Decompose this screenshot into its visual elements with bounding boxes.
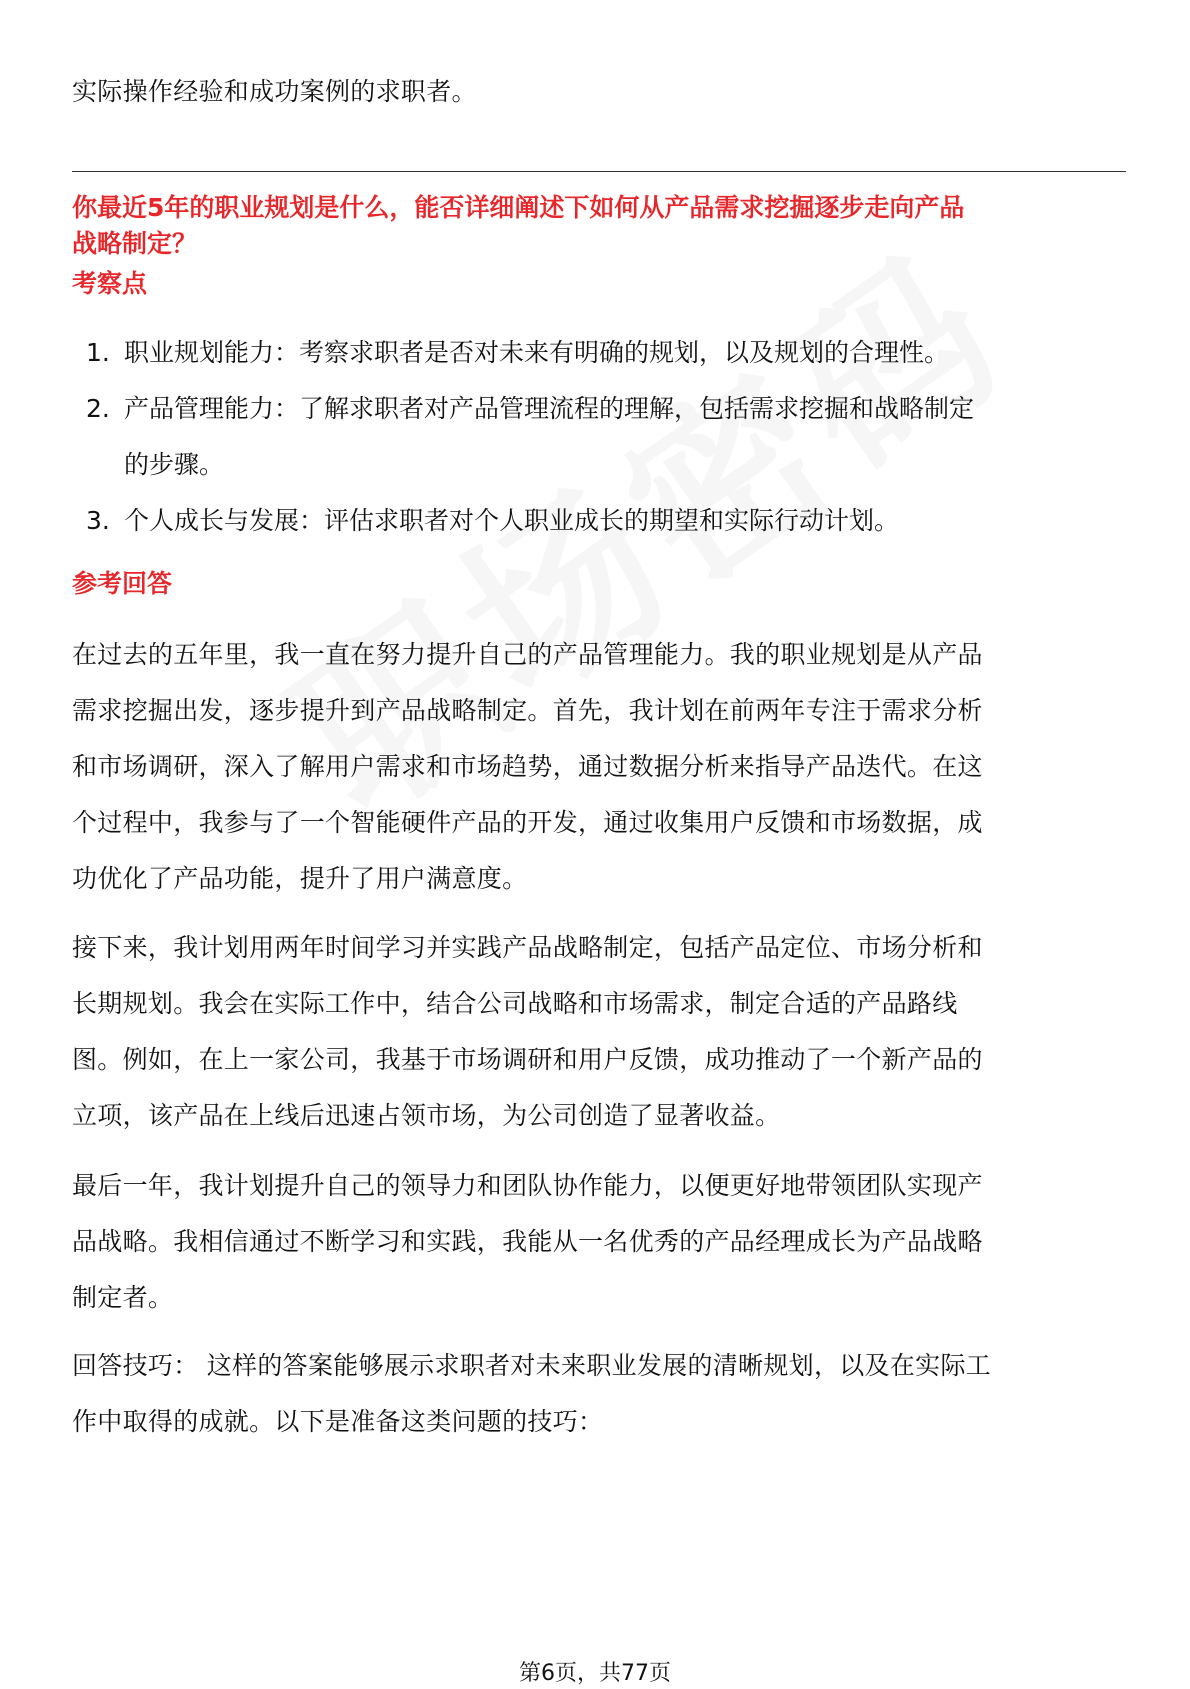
list-number: 2. <box>86 394 110 423</box>
paragraph-line: 品战略。我相信通过不断学习和实践，我能从一名优秀的产品经理成长为产品战略 <box>72 1227 983 1256</box>
list-number: 1. <box>86 338 110 367</box>
paragraph-line: 回答技巧： 这样的答案能够展示求职者对未来职业发展的清晰规划，以及在实际工 <box>72 1351 992 1380</box>
assessment-list <box>72 325 1126 549</box>
list-item-line: 职业规划能力：考察求职者是否对未来有明确的规划，以及规划的合理性。 <box>124 338 950 367</box>
question-line: 战略制定？ <box>72 229 198 258</box>
paragraph-line: 长期规划。我会在实际工作中，结合公司战略和市场需求，制定合适的产品路线 <box>72 989 958 1018</box>
list-item-line: 的步骤。 <box>124 450 225 479</box>
intro-paragraph <box>72 64 477 120</box>
answer-paragraph <box>72 627 1126 907</box>
list-item-line: 产品管理能力：了解求职者对产品管理流程的理解，包括需求挖掘和战略制定 <box>124 394 975 423</box>
section-divider <box>72 171 1126 172</box>
paragraph-line: 最后一年，我计划提升自己的领导力和团队协作能力，以便更好地带领团队实现产 <box>72 1171 983 1200</box>
paragraph-line: 和市场调研，深入了解用户需求和市场趋势，通过数据分析来指导产品迭代。在这 <box>72 752 983 781</box>
document-page <box>72 0 1126 1684</box>
question-line: 你最近5年的职业规划是什么，能否详细阐述下如何从产品需求挖掘逐步走向产品 <box>72 193 965 222</box>
paragraph-line: 接下来，我计划用两年时间学习并实践产品战略制定，包括产品定位、市场分析和 <box>72 933 983 962</box>
assessment-heading: 考察点 <box>72 269 148 298</box>
list-item <box>72 325 1126 381</box>
list-item <box>72 493 1126 549</box>
answer-paragraph <box>72 1158 1126 1326</box>
tips-paragraph <box>72 1338 1126 1450</box>
paragraph-line: 图。例如，在上一家公司，我基于市场调研和用户反馈，成功推动了一个新产品的 <box>72 1045 983 1074</box>
paragraph-line: 需求挖掘出发，逐步提升到产品战略制定。首先，我计划在前两年专注于需求分析 <box>72 696 983 725</box>
paragraph-line: 作中取得的成就。以下是准备这类问题的技巧： <box>72 1407 604 1436</box>
paragraph-line: 功优化了产品功能，提升了用户满意度。 <box>72 864 528 893</box>
list-number: 3. <box>86 506 110 535</box>
answer-paragraph <box>72 920 1126 1144</box>
paragraph-line: 个过程中，我参与了一个智能硬件产品的开发，通过收集用户反馈和市场数据，成 <box>72 808 983 837</box>
list-item-line: 个人成长与发展：评估求职者对个人职业成长的期望和实际行动计划。 <box>124 506 900 535</box>
intro-line: 实际操作经验和成功案例的求职者。 <box>72 77 477 106</box>
paragraph-line: 制定者。 <box>72 1283 174 1312</box>
reference-heading: 参考回答 <box>72 569 173 598</box>
list-item <box>72 381 1126 493</box>
page-number: 第6页，共77页 <box>519 1661 671 1686</box>
paragraph-line: 在过去的五年里，我一直在努力提升自己的产品管理能力。我的职业规划是从产品 <box>72 640 983 669</box>
paragraph-line: 立项，该产品在上线后迅速占领市场，为公司创造了显著收益。 <box>72 1101 781 1130</box>
question-heading <box>72 190 1126 262</box>
